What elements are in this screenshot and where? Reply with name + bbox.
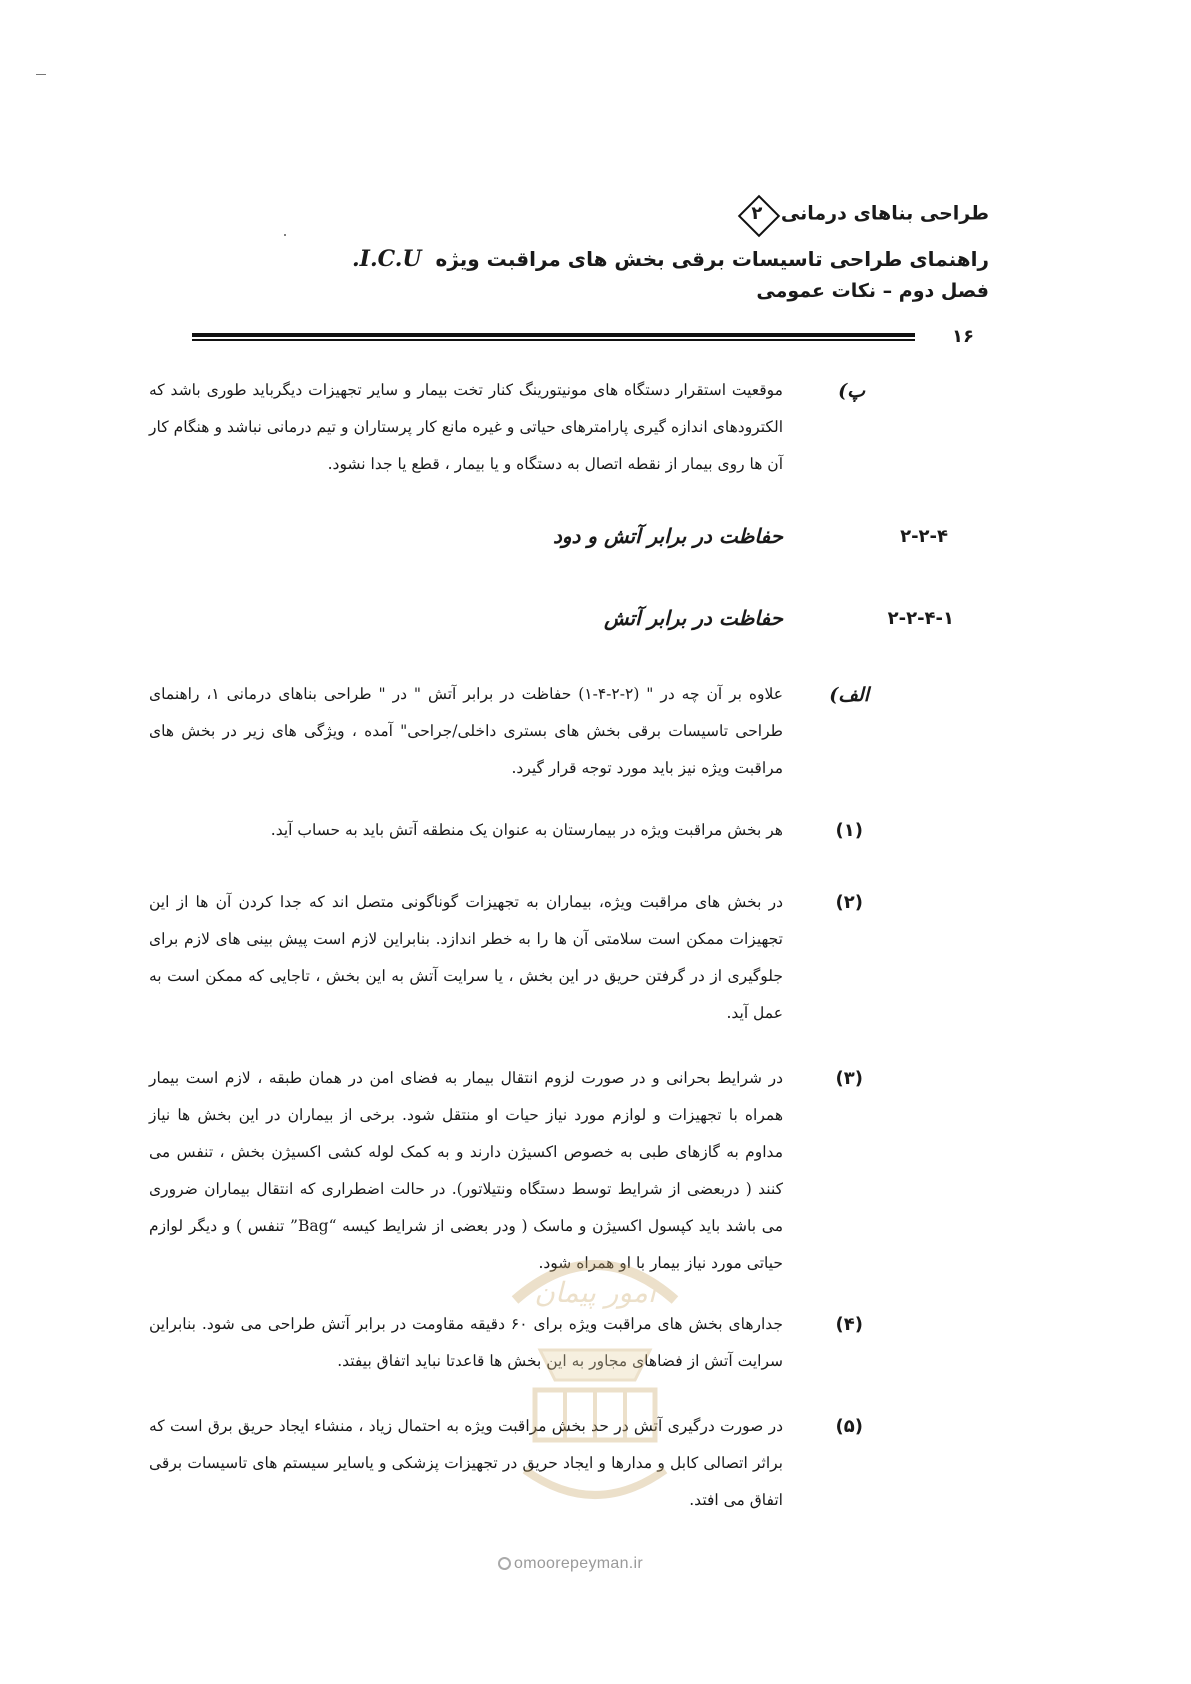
scan-mark xyxy=(36,74,46,75)
volume-diamond-icon xyxy=(737,194,777,234)
book-title-line xyxy=(229,194,989,234)
item-text: جدارهای بخش های مراقبت ویژه برای ۶۰ دقیقه مقاومت در برابر آتش طراحی می شود. بنابراین سرایت آتش از فضاهای مجاور به این بخش ها قاعدتا نباید اتفاق بیفتد. xyxy=(149,1315,784,1370)
chapter-title: فصل دوم – نکات عمومی xyxy=(756,280,989,302)
header-rule xyxy=(192,333,915,337)
header-rule-thin xyxy=(192,339,915,341)
section-title: حفاظت در برابر آتش و دود xyxy=(552,524,783,548)
item-marker-alef: الف) xyxy=(829,684,869,706)
item-alef-text: علاوه بر آن چه در " (۲-۲-۴-۱) حفاظت در برابر آتش " در " طراحی بناهای درمانی ۱، راهنمای طراحی تاسیسات برقی بخش های بستری داخلی/جراحی" آمده ، ویژگی های زیر در بخش های مراقبت ویژه نیز باید مورد توجه قرار گیرد. xyxy=(149,685,784,777)
item-number: (۵) xyxy=(835,1416,863,1437)
item-number: (۳) xyxy=(835,1068,863,1089)
item-text: هر بخش مراقبت ویژه در بیمارستان به عنوان یک منطقه آتش باید به حساب آید. xyxy=(270,821,783,839)
item-number: (۲) xyxy=(835,892,863,913)
guide-title: راهنمای طراحی تاسیسات برقی بخش های مراقبت ویژه xyxy=(435,247,989,271)
item-text: در شرایط بحرانی و در صورت لزوم انتقال بیمار به فضای امن در همان طبقه ، لازم است بیمار همراه با تجهیزات و لوازم مورد نیاز حیات او منتقل شود. برخی از بیماران در این بخش ها نیاز مداوم به گازهای طبی به خصوص اکسیژن دارند و به کمک لوله کشی اکسیژن بخش ، تنفس می کنند ( دربعضی از شرایط توسط دستگاه ونتیلاتور). در حالت اضطراری که انتقال بیماران ضروری می باشد باید کپسول اکسیژن و ماسک ( ودر بعضی از شرایط کیسه “Bag” تنفس ) و دیگر لوازم حیاتی مورد نیاز بیمار با او همراه شود. xyxy=(149,1069,784,1272)
watermark-site xyxy=(498,1555,643,1573)
section-number: ۲-۲-۴ xyxy=(900,526,948,547)
at-icon xyxy=(498,1557,511,1570)
item-text: در بخش های مراقبت ویژه، بیماران به تجهیزات گوناگونی متصل اند که جدا کردن آن ها از این تجهیزات ممکن است سلامتی آن ها را به خطر اندازد. بنابراین لازم است پیش بینی های لازم برای جلوگیری از در گرفتن حریق در این بخش ، یا سرایت آتش به این بخش ، تاجایی که ممکن است به عمل آید. xyxy=(149,893,783,1022)
subsection-number: ۲-۲-۴-۱ xyxy=(887,608,954,629)
watermark-seal-text: امور پیمان xyxy=(534,1276,656,1309)
item-pe-text: موقعیت استقرار دستگاه های مونیتورینگ کنار تخت بیمار و سایر تجهیزات دیگرباید طوری باشد که الکترودهای اندازه گیری پارامترهای حیاتی و غیره مانع کار پرستاران و تیم درمانی نباشد و هنگام کار آن ها روی بیمار از نقطه اتصال به دستگاه و یا بیمار ، قطع یا جدا نشود. xyxy=(149,381,783,473)
item-text: در صورت درگیری آتش در حد بخش مراقبت ویژه به احتمال زیاد ، منشاء ایجاد حریق برق است که براثر اتصالی کابل و مدارها و ایجاد حریق در تجهیزات پزشکی و یاسایر سیستم های تاسیسات برقی اتفاق می افتد. xyxy=(149,1417,783,1509)
guide-title-latin: I.C.U. xyxy=(352,246,422,272)
item-number: (۱) xyxy=(835,820,863,841)
subsection-title: حفاظت در برابر آتش xyxy=(604,606,783,630)
guide-title-line xyxy=(189,246,989,272)
item-number: (۴) xyxy=(835,1314,863,1335)
volume-number: ۲ xyxy=(751,203,763,224)
item-marker-pe: پ) xyxy=(838,380,865,402)
scan-speck xyxy=(284,234,286,236)
book-title: طراحی بناهای درمانی xyxy=(780,202,989,225)
watermark-site-text: omoorepeyman.ir xyxy=(514,1555,643,1572)
page-number: ۱۶ xyxy=(952,326,974,347)
